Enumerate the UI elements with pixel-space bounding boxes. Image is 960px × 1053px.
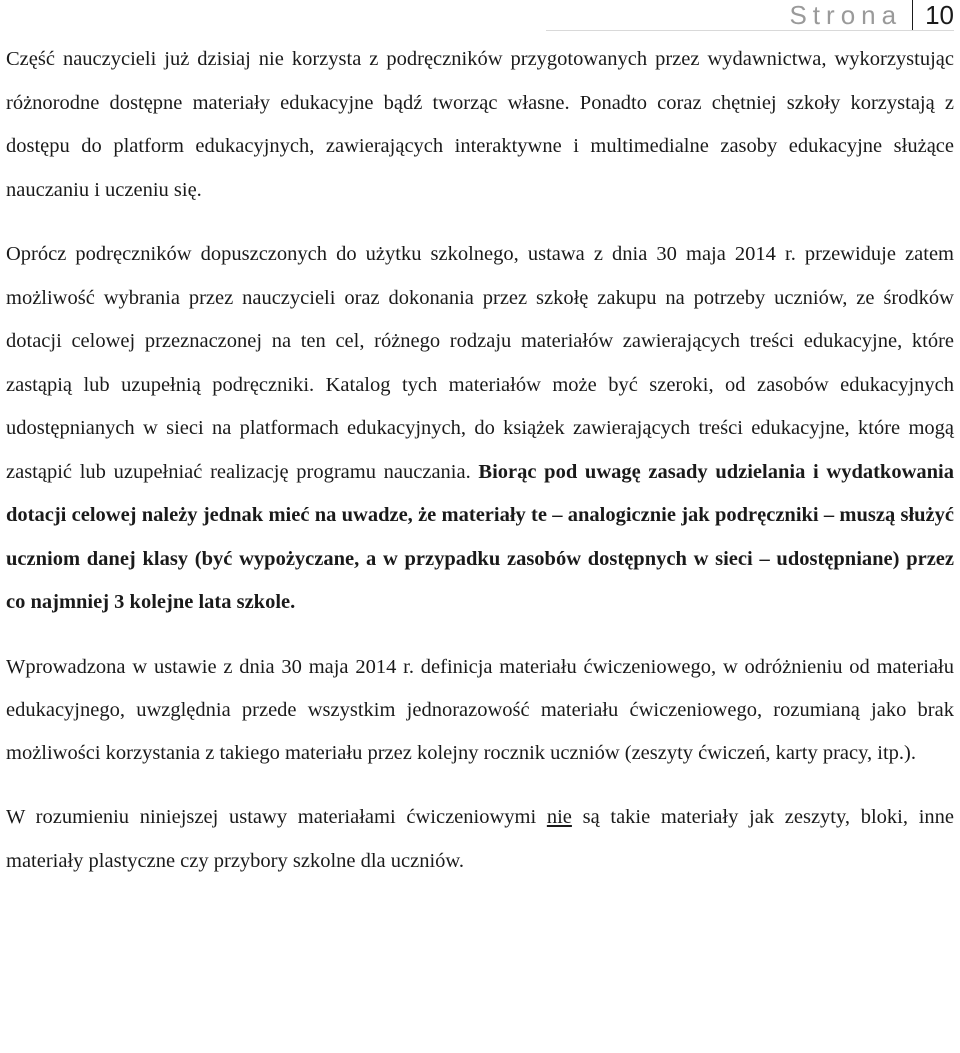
paragraph-2-text: Oprócz podręczników dopuszczonych do użytku szkolnego, ustawa z dnia 30 maja 2014 r. przewiduje zatem możliwość wybrania przez nauczycieli oraz dokonania przez szkołę zakupu na potrzeby uczniów, ze środków dotacji celowej przeznaczonej na ten cel, różnego rodzaju materiałów zawierających treści edukacyjne, które zastąpią lub uzupełnią podręczniki. Katalog tych materiałów może być szeroki, od zasobów edukacyjnych udostępnianych w sieci na platformach edukacyjnych, do książek zawierających treści edukacyjne, które mogą zastąpić lub uzupełniać realizację programu nauczania. [6, 243, 954, 483]
paragraph-4-text-end: są takie materiały jak zeszyty, bloki, inne materiały plastyczne czy przybory szkolne dla uczniów. [6, 806, 954, 872]
underlined-word: nie [546, 806, 572, 829]
page-header [546, 0, 954, 31]
paragraph-1: Część nauczycieli już dzisiaj nie korzysta z podręczników przygotowanych przez wydawnictwa, wykorzystując różnorodne dostępne materiały edukacyjne bądź tworząc własne. Ponadto coraz chętniej szkoły korzystają z dostępu do platform edukacyjnych, zawierających interaktywne i multimedialne zasoby edukacyjne służące nauczaniu i uczeniu się. [6, 48, 954, 201]
page-number: 10 [912, 0, 954, 30]
paragraph-3: Wprowadzona w ustawie z dnia 30 maja 2014 r. definicja materiału ćwiczeniowego, w odróżnieniu od materiału edukacyjnego, uwzględnia przede wszystkim jednorazowość materiału ćwiczeniowego, rozumianą jako brak możliwości korzystania z takiego materiału przez kolejny rocznik uczniów (zeszyty ćwiczeń, karty pracy, itp.). [6, 655, 954, 765]
paragraph-2 [6, 233, 954, 625]
document-body [6, 38, 954, 883]
paragraph-2-bold-text: Biorąc pod uwagę zasady udzielania i wydatkowania dotacji celowej należy jednak mieć na uwadze, że materiały te – analogicznie jak podręczniki – muszą służyć uczniom danej klasy (być wypożyczane, a w przypadku zasobów dostępnych w sieci – udostępniane) przez co najmniej 3 kolejne lata szkole. [6, 460, 954, 613]
paragraph-4 [6, 796, 954, 883]
page-label: Strona [789, 0, 903, 30]
paragraph-4-text-start: W rozumieniu niniejszej ustawy materiałami ćwiczeniowymi [6, 806, 547, 829]
